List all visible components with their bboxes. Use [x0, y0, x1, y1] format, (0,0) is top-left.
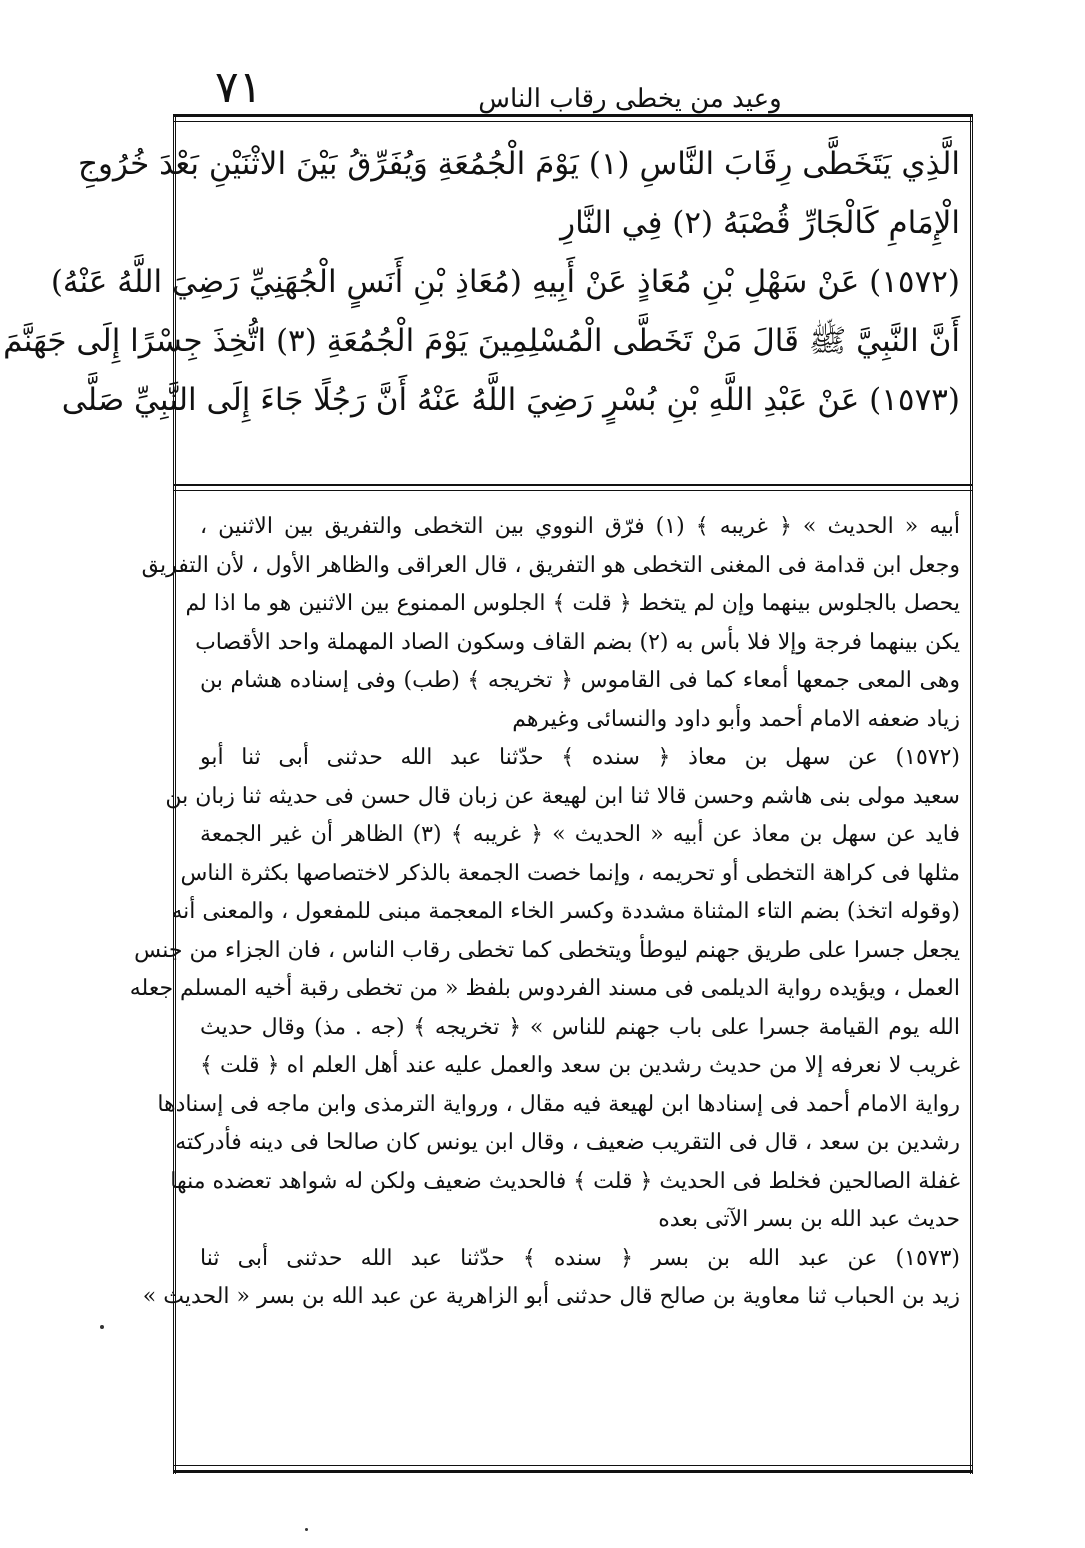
commentary-text [129, 508, 960, 1317]
commentary-line: (١٥٧٣) عن عبد الله بن بسر ﴿ سنده ﴾ حدّثنا عبد الله حدثنى أبى ثنا [200, 1245, 960, 1271]
stray-mark [305, 1528, 308, 1531]
commentary-line: رواية الامام أحمد فى إسنادها ابن لهيعة فيه مقال ، ورواية الترمذى وابن ماجه فى إسنادها [157, 1091, 960, 1117]
commentary-line: غريب لا نعرفه إلا من حديث رشدين بن سعد والعمل عليه عند أهل العلم اه ﴿ قلت ﴾ [200, 1053, 960, 1078]
commentary-line: يحصل بالجلوس بينهما وإن لم يتخط ﴿ قلت ﴾ الجلوس الممنوع بين الاثنين هو ما اذا لم [185, 591, 960, 616]
commentary-line: رشدين بن سعد ، قال فى التقريب ضعيف ، وقال ابن يونس كان صالحا فى دينه فأدركته [175, 1130, 960, 1155]
commentary-line: وهى المعى جمعها أمعاء كما فى القاموس ﴿ تخريجه ﴾ (طب) وفى إسناده هشام بن [200, 668, 960, 693]
running-title: وعيد من يخطى رقاب الناس [478, 84, 782, 114]
commentary-line: وجعل ابن قدامة فى المغنى التخطى هو التفريق ، قال العراقى والظاهر الأول ، لأن التفريق [141, 552, 960, 578]
main-line: (١٥٧٢) عَنْ سَهْلِ بْنِ مُعَاذٍ عَنْ أَبِيهِ (مُعَاذِ بْنِ أَنَسٍ الْجُهَنِيِّ رَضِيَ اللَّهُ عَنْهُ) [50, 264, 960, 300]
bottom-rule [173, 1470, 973, 1473]
commentary-line: مثلها فى كراهة التخطى أو تحريمه ، وإنما خصت الجمعة بالذكر لاختصاصها بكثرة الناس [180, 860, 960, 886]
separator-rule-thin [173, 490, 973, 491]
commentary-line: زيد بن الحباب ثنا معاوية بن صالح قال حدثنى أبو الزاهرية عن عبد الله بن بسر « الحديث » [142, 1284, 960, 1309]
separator-rule [173, 484, 973, 486]
commentary-line: غفلة الصالحين فخلط فى الحديث ﴿ قلت ﴾ فالحديث ضعيف ولكن له شواهد تعضده منها [170, 1168, 960, 1194]
commentary-line: يجعل جسرا على طريق جهنم ليوطأ ويتخطى كما تخطى رقاب الناس ، فان الجزاء من جنس [134, 937, 960, 963]
main-line: الَّذِي يَتَخَطَّى رِقَابَ النَّاسِ (١) يَوْمَ الْجُمُعَةِ وَيُفَرِّقُ بَيْنَ الاثْنَيْنِ بَعْدَ خُرُوجِ [78, 146, 960, 182]
main-hadith-text [3, 135, 960, 430]
top-rule [173, 114, 973, 117]
commentary-line: زياد ضعفه الامام أحمد وأبو داود والنسائى وغيرهم [512, 706, 960, 732]
bottom-rule-thin [173, 1465, 973, 1466]
commentary-line: (١٥٧٢) عن سهل بن معاذ ﴿ سنده ﴾ حدّثنا عبد الله حدثنى أبى ثنا أبو [200, 745, 960, 770]
top-rule-thin [173, 121, 973, 122]
stray-mark [100, 1325, 104, 1329]
page-number: ٧١ [215, 62, 263, 113]
main-line: أَنَّ النَّبِيَّ ﷺ قَالَ مَنْ تَخَطَّى الْمُسْلِمِينَ يَوْمَ الْجُمُعَةِ (٣) اتُّخِذَ جِسْرًا إِلَى جَهَنَّمَ [3, 323, 960, 359]
main-line: (١٥٧٣) عَنْ عَبْدِ اللَّهِ بْنِ بُسْرٍ رَضِيَ اللَّهُ عَنْهُ أَنَّ رَجُلًا جَاءَ إِلَى النَّبِيِّ صَلَّى [61, 382, 960, 418]
commentary-line: سعيد مولى بنى هاشم وحسن قالا ثنا ابن لهيعة عن زبان قال حسن فى حديثه ثنا زبان بن [165, 783, 960, 809]
main-line: الْإِمَامِ كَالْجَارِّ قُصْبَهُ (٢) فِي النَّارِ [560, 205, 960, 241]
commentary-line: يكن بينهما فرجة وإلا فلا بأس به (٢) بضم القاف وسكون الصاد المهملة واحد الأقصاب [195, 629, 960, 655]
commentary-line: فايد عن سهل بن معاذ عن أبيه « الحديث » ﴿ غريبه ﴾ (٣) الظاهر أن غير الجمعة [200, 822, 960, 847]
commentary-line: الله يوم القيامة جسرا على باب جهنم للناس » ﴿ تخريجه ﴾ (جه . مذ) وقال حديث [200, 1014, 960, 1040]
commentary-line: العمل ، ويؤيده رواية الديلمى فى مسند الفردوس بلفظ « من تخطى رقبة أخيه المسلم جعله [129, 976, 960, 1001]
commentary-line: أبيه « الحديث » ﴿ غريبه ﴾ (١) فرّق النووي بين التخطى والتفريق بين الاثنين ، [200, 514, 960, 539]
commentary-line: (وقوله اتخذ) بضم التاء المثناة مشددة وكسر الخاء المعجمة مبنى للمفعول ، والمعنى أنه [171, 899, 960, 924]
commentary-line: حديث عبد الله بن بسر الآتى بعده [658, 1207, 960, 1232]
